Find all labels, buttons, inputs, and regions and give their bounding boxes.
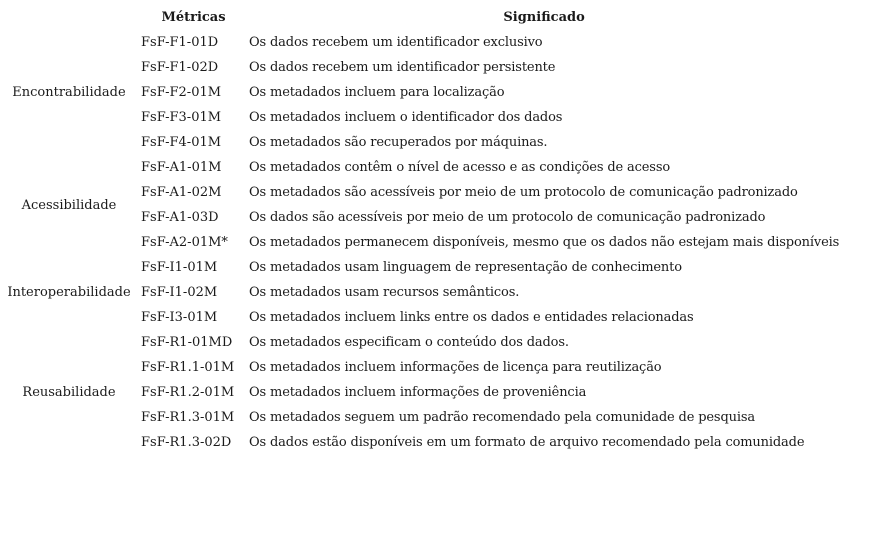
table-row xyxy=(2,30,839,55)
metric-meaning: Os metadados especificam o conteúdo dos dados. xyxy=(249,335,569,350)
metric-code: FsF-A1-02M xyxy=(141,185,222,200)
metrics-table-container xyxy=(2,5,839,455)
header-meaning: Significado xyxy=(503,10,585,25)
metric-meaning: Os dados estão disponíveis em um formato de arquivo recomendado pela comunidade xyxy=(249,435,805,450)
metric-meaning: Os metadados incluem informações de licença para reutilização xyxy=(249,360,662,375)
metric-meaning: Os metadados usam recursos semânticos. xyxy=(249,285,520,300)
category-interoperabilidade: Interoperabilidade xyxy=(7,285,131,300)
metric-code: FsF-F4-01M xyxy=(141,135,222,150)
metric-meaning: Os metadados são recuperados por máquinas. xyxy=(249,135,548,150)
metric-code: FsF-I1-02M xyxy=(141,285,218,300)
category-encontrabilidade: Encontrabilidade xyxy=(12,85,126,100)
metric-code: FsF-R1.3-02D xyxy=(141,435,232,450)
metric-code: FsF-I1-01M xyxy=(141,260,218,275)
metric-code: FsF-F1-02D xyxy=(141,60,219,75)
metric-meaning: Os dados são acessíveis por meio de um protocolo de comunicação padronizado xyxy=(249,210,766,225)
fair-metrics-table xyxy=(2,5,839,455)
table-row xyxy=(2,155,839,180)
metric-meaning: Os metadados são acessíveis por meio de um protocolo de comunicação padronizado xyxy=(249,185,798,200)
header-metrics: Métricas xyxy=(161,10,226,25)
metric-code: FsF-R1.2-01M xyxy=(141,385,235,400)
table-row xyxy=(2,330,839,355)
table-row xyxy=(2,255,839,280)
metric-code: FsF-A1-03D xyxy=(141,210,219,225)
metric-code: FsF-I3-01M xyxy=(141,310,218,325)
category-acessibilidade: Acessibilidade xyxy=(21,197,117,213)
metric-meaning: Os metadados usam linguagem de representação de conhecimento xyxy=(249,260,682,275)
metric-meaning: Os metadados permanecem disponíveis, mesmo que os dados não estejam mais disponíveis xyxy=(249,235,840,250)
metric-meaning: Os dados recebem um identificador exclusivo xyxy=(249,35,543,50)
metric-code: FsF-A2-01M* xyxy=(141,235,228,250)
metric-code: FsF-R1.3-01M xyxy=(141,410,235,425)
metric-meaning: Os metadados seguem um padrão recomendado pela comunidade de pesquisa xyxy=(249,410,755,425)
metric-code: FsF-F3-01M xyxy=(141,110,222,125)
metric-meaning: Os metadados incluem para localização xyxy=(249,85,505,100)
metric-meaning: Os metadados contêm o nível de acesso e as condições de acesso xyxy=(249,160,671,175)
metric-meaning: Os metadados incluem o identificador dos dados xyxy=(249,110,563,125)
table-header-row xyxy=(2,5,839,30)
metric-code: FsF-F1-01D xyxy=(141,35,219,50)
category-reusabilidade: Reusabilidade xyxy=(22,385,116,400)
metric-code: FsF-R1-01MD xyxy=(141,335,233,350)
header-category xyxy=(2,5,138,30)
metric-code: FsF-R1.1-01M xyxy=(141,360,235,375)
metric-meaning: Os metadados incluem informações de proveniência xyxy=(249,385,587,400)
metric-meaning: Os dados recebem um identificador persistente xyxy=(249,60,556,75)
metric-meaning: Os metadados incluem links entre os dados e entidades relacionadas xyxy=(249,310,694,325)
metric-code: FsF-F2-01M xyxy=(141,85,222,100)
metric-code: FsF-A1-01M xyxy=(141,160,222,175)
